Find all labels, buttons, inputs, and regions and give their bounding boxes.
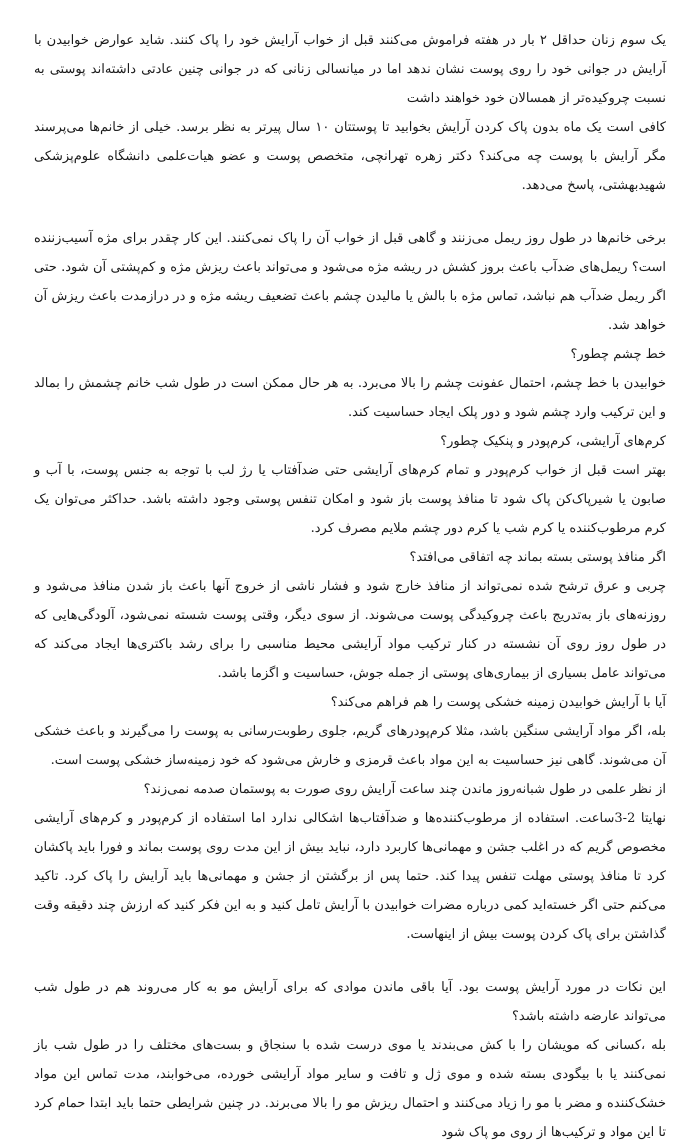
paragraph-gap (34, 200, 666, 224)
body-paragraph: نهایتا 2-3ساعت. استفاده از مرطوب‌کننده‌ها و ضدآفتاب‌ها اشکالی ندارد اما استفاده از کرم‌پودر و کرم‌های آرایشی مخصوص گریم که در اغلب جشن و مهمانی‌ها کاربرد دارد، نباید بیش از این مدت روی پوست بماند و فورا باید پاکشان کرد تا منافذ پوستی مهلت تنفس پیدا کند. حتما پس از برگشتن از جشن و مهمانی‌ها باید آرایش را پاک کرد. تاکید می‌کنم حتی اگر خسته‌اید کمی درباره مضرات خوابیدن با آرایش تامل کنید و به این فکر کنید که ارزش چند دقیقه وقت گذاشتن برای پاک کردن پوست بیش از اینهاست. (34, 811, 666, 942)
body-paragraph: خوابیدن با خط چشم، احتمال عفونت چشم را بالا می‌برد. به هر حال ممکن است در طول شب خانم چشمش را بمالد و این ترکیب وارد چشم شود و دور پلک ایجاد حساسیت کند. (34, 376, 666, 420)
question-line: از نظر علمی در طول شبانه‌روز ماندن چند ساعت آرایش روی صورت به پوستمان صدمه نمی‌زند؟ (143, 782, 666, 797)
body-paragraph: کافی است یک ماه بدون پاک کردن آرایش بخوابید تا پوستتان ۱۰ سال پیرتر به نظر برسد. خیلی از خانم‌ها می‌پرسند مگر آرایش با پوست چه می‌کند؟ دکتر زهره تهرانچی، متخصص پوست و عضو هیات‌علمی دانشگاه علوم‌پزشکی شهیدبهشتی، پاسخ می‌دهد. (34, 120, 666, 193)
body-paragraph: چربی و عرق ترشح شده نمی‌تواند از منافذ خارج شود و فشار ناشی از خروج آنها باعث باز شدن منافذ می‌شود و روزنه‌های باز به‌تدریج باعث چروکیدگی پوست می‌شوند. از سوی دیگر، وقتی پوست شسته نمی‌شود، آلودگی‌هایی که در طول روز روی آن نشسته در کنار ترکیب مواد آرایشی محیط مناسبی را برای رشد باکتری‌ها ایجاد می‌کند که می‌تواند عامل بسیاری از بیماری‌های پوستی از جمله جوش، حساسیت و اگزما باشد. (34, 579, 666, 681)
body-paragraph: یک سوم زنان حداقل ۲ بار در هفته فراموش می‌کنند قبل از خواب آرایش خود را پاک کنند. شاید عوارض خوابیدن با آرایش در جوانی خود را روی پوست نشان ندهد اما در میانسالی زنانی که در جوانی چنین عادتی داشته‌اند پوستی به نسبت چروکیده‌تر از همسالان خود خواهند داشت (34, 33, 667, 106)
body-paragraph: این نکات در مورد آرایش پوست بود. آیا باقی ماندن موادی که برای آرایش مو به کار می‌روند هم در طول شب می‌تواند عارضه داشته باشد؟ (34, 980, 666, 1024)
paragraph-gap (34, 949, 666, 973)
question-line: خط چشم چطور؟ (570, 347, 666, 362)
question-line: آیا با آرایش خوابیدن زمینه خشکی پوست را هم فراهم می‌کند؟ (330, 695, 666, 710)
body-paragraph: بله، اگر مواد آرایشی سنگین باشد، مثلا کرم‌پودرهای گریم، جلوی رطوبت‌رسانی به پوست را می‌گیرند و باعث خشکی آن می‌شوند. گاهی نیز حساسیت به این مواد باعث قرمزی و خارش می‌شود که خود زمینه‌ساز خشکی پوست است. (34, 724, 666, 768)
body-paragraph: بهتر است قبل از خواب کرم‌پودر و تمام کرم‌های آرایشی حتی ضدآفتاب یا رژ لب با توجه به جنس پوست، با آب و صابون یا شیرپاک‌کن پاک شود تا منافذ پوست باز شود و امکان تنفس پوستی وجود داشته باشد. حداکثر می‌توان یک کرم مرطوب‌کننده یا کرم شب یا کرم دور چشم ملایم مصرف کرد. (34, 463, 666, 536)
body-paragraph: برخی خانم‌ها در طول روز ریمل می‌زنند و گاهی قبل از خواب آن را پاک نمی‌کنند. این کار چقدر برای مژه آسیب‌زننده است؟ ریمل‌های ضدآب باعث بروز کشش در ریشه مژه می‌شود و می‌تواند باعث ریزش مژه و کم‌پشتی آن شود. حتی اگر ریمل ضدآب هم نباشد، تماس مژه با بالش یا مالیدن چشم باعث تضعیف ریشه مژه و در درازمدت باعث ریزش آن خواهد شد. (34, 231, 666, 333)
body-paragraph: بله ،کسانی که مویشان را با کش می‌بندند یا موی درست شده با سنجاق و بست‌های مختلف را در طول شب باز نمی‌کنند یا با بیگودی بسته شده و موی ژل و تافت و سایر مواد آرایشی خورده، می‌خوابند، مدت تماس این مواد خشک‌کننده و مضر با مو را زیاد می‌کنند و احتمال ریزش مو را بالا می‌برند. در چنین شرایطی حتما باید ابتدا حمام کرد تا این مواد و ترکیب‌ها از روی مو پاک شود (34, 1038, 666, 1140)
question-line: اگر منافذ پوستی بسته بماند چه اتفاقی می‌افتد؟ (409, 550, 666, 565)
question-line: کرم‌های آرایشی، کرم‌پودر و پنکیک چطور؟ (440, 434, 666, 449)
